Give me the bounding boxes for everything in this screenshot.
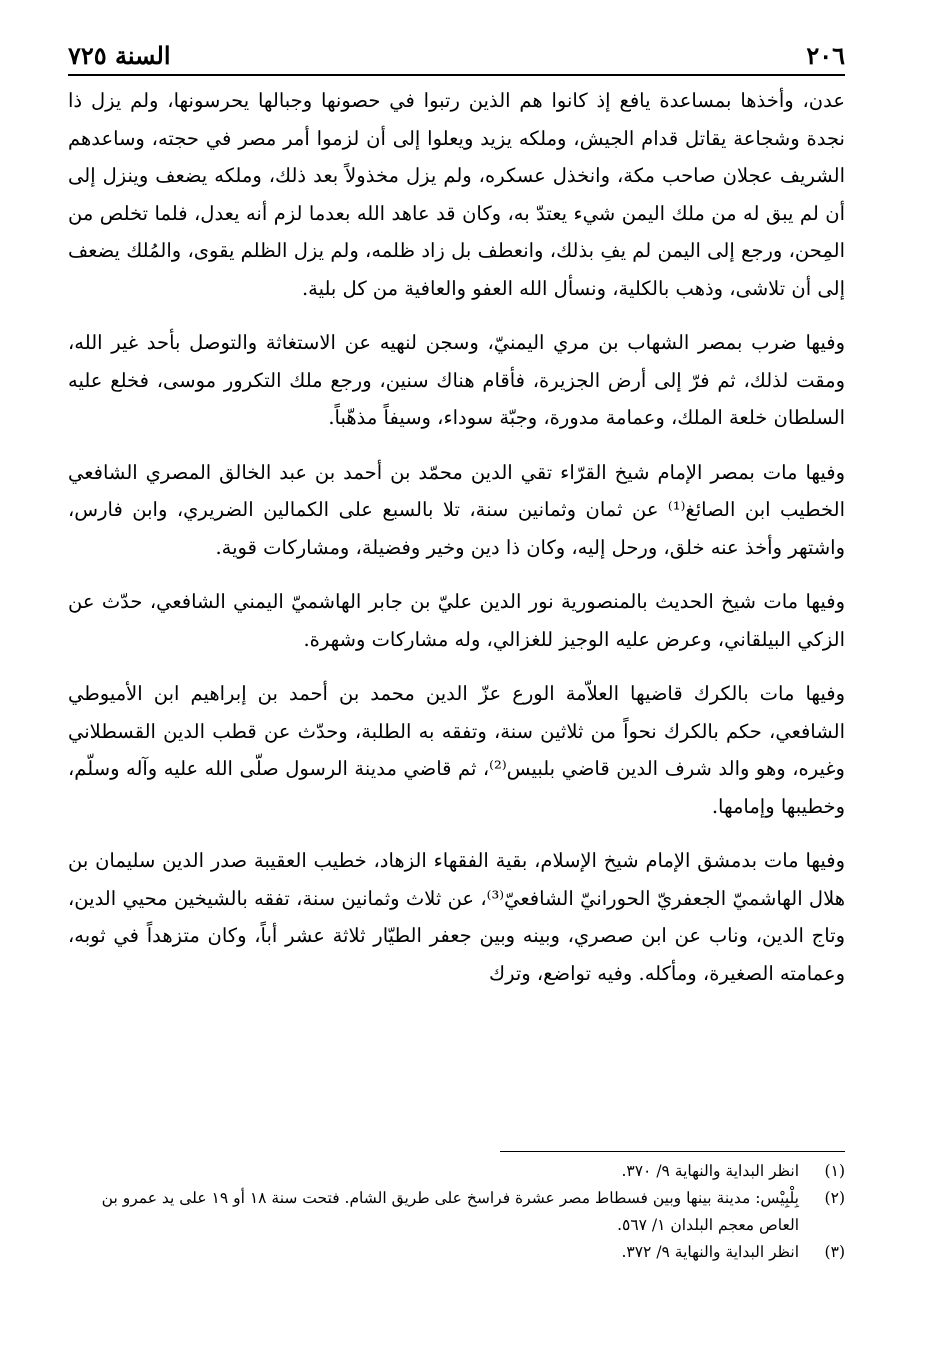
footnote-text: بِلْبِيْس: مدينة بينها وبين فسطاط مصر عشرة فراسخ على طريق الشام. فتحت سنة ١٨ أو ١٩ على يد عمرو بن العاص معجم البلدان ١/ ٥٦٧. (101, 1189, 799, 1234)
paragraph: وفيها مات شيخ الحديث بالمنصورية نور الدين عليّ بن جابر الهاشميّ اليمني الشافعي، حدّث عن الزكي البيلقاني، وعرض عليه الوجيز للغزالي، وله مشاركات وشهرة. (68, 590, 845, 651)
paragraph: وفيها ضرب بمصر الشهاب بن مري اليمنيّ، وسجن لنهيه عن الاستغاثة والتوصل بأحد غير الله، ومقت لذلك، ثم فرّ إلى أرض الجزيرة، فأقام هناك سنين، ورجع ملك التكرور موسى، فخلع عليه السلطان خلعة الملك، وعمامة مدورة، وجبّة سوداء، وسيفاً مذهّباً. (68, 331, 845, 429)
footnote (68, 1185, 845, 1239)
footnote-text: انظر البداية والنهاية ٩/ ٣٧٢. (621, 1243, 799, 1261)
footnote-text: انظر البداية والنهاية ٩/ ٣٧٠. (621, 1162, 799, 1180)
paragraph: عدن، وأخذها بمساعدة يافع إذ كانوا هم الذين رتبوا في حصونها وجبالها يحرسونها، ولم يزل ذا نجدة وشجاعة يقاتل قدام الجيش، وملكه يزيد ويعلوا إلى أن لزموا أمر مصر في حجته، وساعدهم الشريف عجلان صاحب مكة، وانخذل عسكره، ولم يزل مخذولاً بعد ذلك، وملكه يضعف وينزل إلى أن لم يبق له من ملك اليمن شيء يعتدّ به، وكان قد عاهد الله بعدما لزم أنه يعدل، فلما تخلص من المِحن، ورجع إلى اليمن لم يفِ بذلك، وانعطف بل زاد ظلمه، ولم يزل الظلم يقوى، والمُلك يضعف إلى أن تلاشى، وذهب بالكلية، ونسأل الله العفو والعافية من كل بلية. (68, 89, 845, 300)
header-divider (68, 74, 845, 76)
footnote (68, 1239, 845, 1266)
main-text (68, 82, 845, 1009)
footnote-number: (٢) (824, 1189, 845, 1207)
page-header (68, 28, 845, 70)
paragraph: وفيها مات بمصر الإمام شيخ القرّاء تقي الدين محمّد بن أحمد بن عبد الخالق المصري الشافعي الخطيب ابن الصائغ⁽¹⁾ عن ثمان وثمانين سنة، تلا بالسبع على الكمالين الضريري، وابن فارس، واشتهر وأخذ عنه خلق، ورحل إليه، وكان ذا دين وخير وفضيلة، ومشاركات قوية. (68, 460, 845, 559)
year-label: السنة ٧٢٥ (68, 41, 171, 70)
footnote-number: (٣) (824, 1243, 845, 1261)
paragraph: وفيها مات بالكرك قاضيها العلاّمة الورع عزّ الدين محمد بن أحمد بن إبراهيم ابن الأميوطي الشافعي، حكم بالكرك نحواً من ثلاثين سنة، وتفقه به الطلبة، وحدّث عن قطب الدين القسطلاني وغيره، وهو والد شرف الدين قاضي بلبيس⁽²⁾، ثم قاضي مدينة الرسول صلّى الله عليه وآله وسلّم، وخطيبها وإمامها. (68, 682, 845, 818)
footnotes (68, 1158, 845, 1266)
paragraph: وفيها مات بدمشق الإمام شيخ الإسلام، بقية الفقهاء الزهاد، خطيب العقيبة صدر الدين سليمان بن هلال الهاشميّ الجعفريّ الحورانيّ الشافعيّ⁽³⁾، عن ثلاث وثمانين سنة، تفقه بالشيخين محيي الدين، وتاج الدين، وناب عن ابن صصري، وبينه وبين جعفر الطيّار ثلاثة عشر أباً، وكان متزهداً في ثوبه، وعمامته الصغيرة، ومأكله. وفيه تواضع، وترك (68, 849, 846, 985)
footnote (68, 1158, 845, 1185)
page-number: ٢٠٦ (806, 41, 845, 70)
footnote-number: (١) (824, 1162, 845, 1180)
footnote-divider (500, 1151, 845, 1152)
